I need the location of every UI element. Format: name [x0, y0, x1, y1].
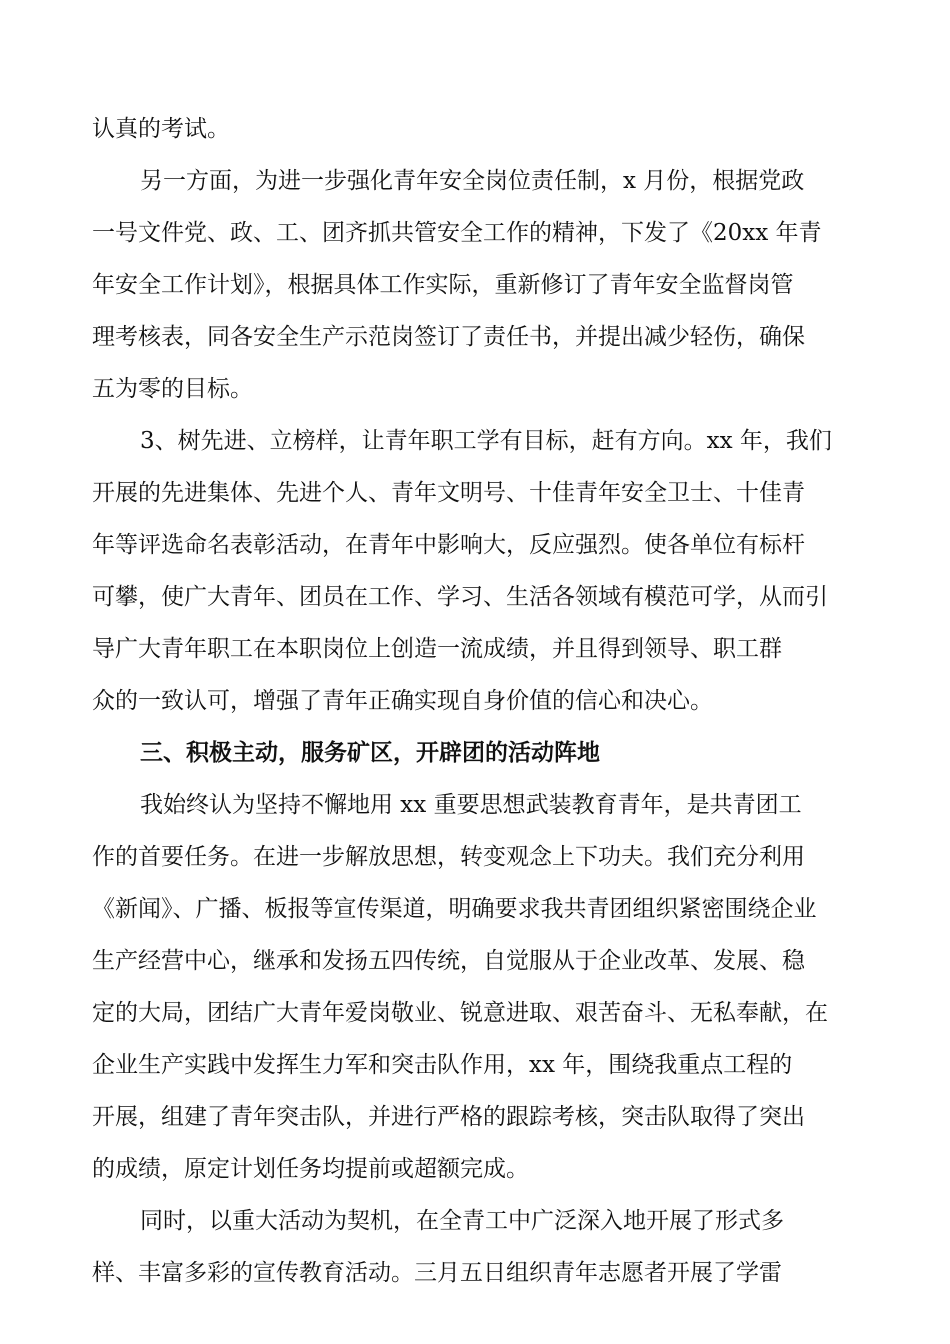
text-line: 一号文件党、政、工、团齐抓共管安全工作的精神，下发了《20xx 年青 [92, 220, 822, 246]
text-line: 另一方面，为进一步强化青年安全岗位责任制，x 月份，根据党政 [140, 168, 805, 194]
paragraph [92, 415, 860, 727]
text-line: 理考核表，同各安全生产示范岗签订了责任书，并提出减少轻伤，确保 [92, 324, 805, 350]
text-line: 开展的先进集体、先进个人、青年文明号、十佳青年安全卫士、十佳青 [92, 480, 805, 506]
paragraph [92, 103, 860, 155]
text-line: 企业生产实践中发挥生力军和突击队作用，xx 年，围绕我重点工程的 [92, 1052, 793, 1078]
text-line: 年安全工作计划》，根据具体工作实际，重新修订了青年安全监督岗管 [92, 272, 794, 298]
paragraph [92, 1195, 860, 1299]
text-line: 众的一致认可，增强了青年正确实现自身价值的信心和决心。 [92, 688, 713, 714]
text-line: 导广大青年职工在本职岗位上创造一流成绩，并且得到领导、职工群 [92, 636, 782, 662]
text-line: 认真的考试。 [92, 116, 230, 142]
heading-line: 三、积极主动，服务矿区，开辟团的活动阵地 [140, 740, 600, 766]
text-line: 开展，组建了青年突击队，并进行严格的跟踪考核，突击队取得了突出 [92, 1104, 805, 1130]
text-line: 生产经营中心，继承和发扬五四传统，自觉服从于企业改革、发展、稳 [92, 948, 805, 974]
text-line: 年等评选命名表彰活动，在青年中影响大，反应强烈。使各单位有标杆 [92, 532, 805, 558]
text-line: 五为零的目标。 [92, 376, 253, 402]
text-line: 《新闻》、广播、板报等宣传渠道，明确要求我共青团组织紧密围绕企业 [92, 896, 817, 922]
text-line: 的成绩，原定计划任务均提前或超额完成。 [92, 1156, 529, 1182]
section-heading [92, 727, 860, 779]
text-line: 我始终认为坚持不懈地用 xx 重要思想武装教育青年，是共青团工 [140, 792, 802, 818]
text-line: 定的大局，团结广大青年爱岗敬业、锐意进取、艰苦奋斗、无私奉献，在 [92, 1000, 828, 1026]
text-line: 3、树先进、立榜样，让青年职工学有目标，赶有方向。xx 年，我们 [140, 428, 832, 454]
paragraph [92, 155, 860, 415]
text-line: 样、丰富多彩的宣传教育活动。三月五日组织青年志愿者开展了学雷 [92, 1260, 782, 1286]
text-line: 可攀，使广大青年、团员在工作、学习、生活各领域有模范可学，从而引 [92, 584, 828, 610]
text-line: 作的首要任务。在进一步解放思想，转变观念上下功夫。我们充分利用 [92, 844, 805, 870]
paragraph [92, 779, 860, 1195]
text-line: 同时，以重大活动为契机，在全青工中广泛深入地开展了形式多 [140, 1208, 784, 1234]
document-body [92, 103, 860, 1299]
